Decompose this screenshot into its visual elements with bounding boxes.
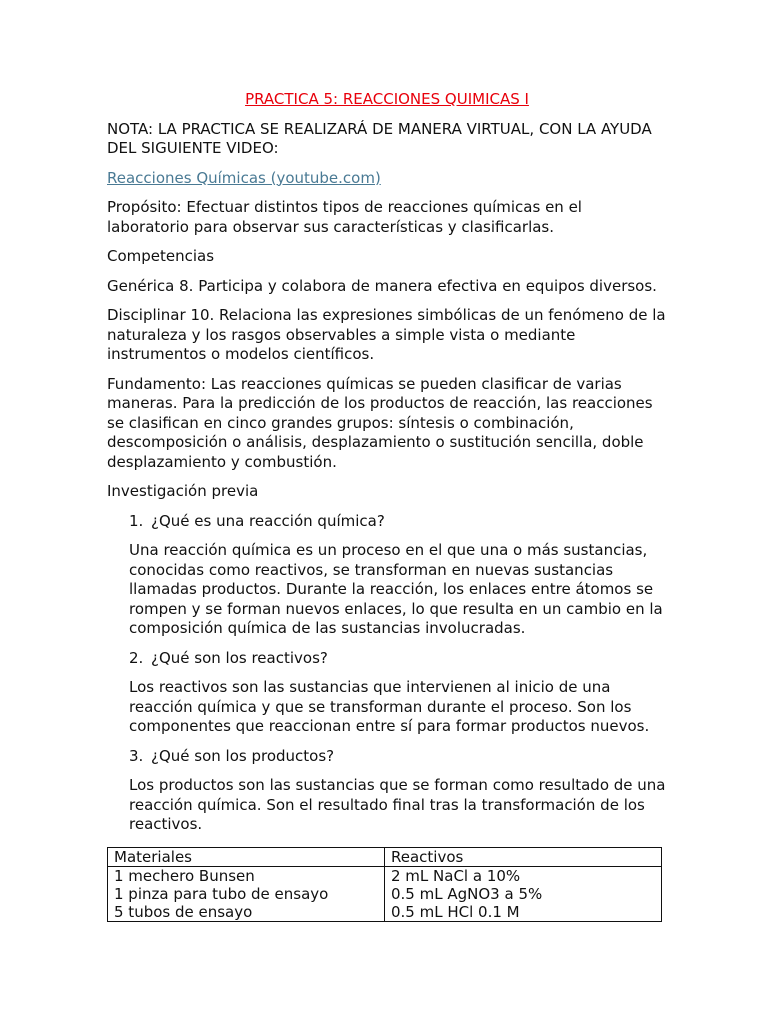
document-title: PRACTICA 5: REACCIONES QUIMICAS I (245, 90, 529, 108)
question-1 (129, 512, 667, 532)
proposito-paragraph: Propósito: Efectuar distintos tipos de reacciones químicas en el laboratorio para observar sus características y clasificarlas. (107, 198, 582, 236)
generica-paragraph: Genérica 8. Participa y colabora de manera efectiva en equipos diversos. (107, 276, 657, 295)
answer-1: Una reacción química es un proceso en el que una o más sustancias, conocidas como reactivos, se transforman en nuevas sustancias llamadas productos. Durante la reacción, los enlaces entre átomos se rompen y se forman nuevos enlaces, lo que resulta en un cambio en la composición química de las sustancias involucradas. (129, 541, 663, 637)
question-number: 3. (129, 746, 144, 765)
reactivo-item: 2 mL NaCl a 10% (391, 866, 521, 885)
reactivos-cell (385, 866, 662, 921)
materials-table (107, 847, 662, 922)
table-header-row (108, 847, 662, 866)
materiales-header: Materiales (108, 847, 385, 866)
material-item: 1 mechero Bunsen (114, 866, 255, 885)
question-number: 2. (129, 648, 144, 667)
question-number: 1. (129, 511, 144, 530)
material-item: 5 tubos de ensayo (114, 902, 253, 921)
table-row (108, 866, 662, 921)
fundamento-paragraph: Fundamento: Las reacciones químicas se pueden clasificar de varias maneras. Para la predicción de los productos de reacción, las reacciones se clasifican en cinco grandes grupos: síntesis o combinación, descomposición o análisis, desplazamiento o sustitución sencilla, doble desplazamiento y combustión. (107, 374, 653, 471)
investigacion-heading: Investigación previa (107, 482, 259, 500)
answer-2: Los reactivos son las sustancias que intervienen al inicio de una reacción química y que se transforman durante el proceso. Son los componentes que reaccionan entre sí para formar productos nuevos. (129, 678, 650, 735)
disciplinar-paragraph: Disciplinar 10. Relaciona las expresiones simbólicas de un fenómeno de la naturaleza y los rasgos observables a simple vista o mediante instrumentos o modelos científicos. (107, 306, 666, 363)
video-link[interactable]: Reacciones Químicas (youtube.com) (107, 168, 381, 187)
materiales-cell (108, 866, 385, 921)
reactivo-item: 0.5 mL HCl 0.1 M (391, 902, 520, 921)
reactivo-item: 0.5 mL AgNO3 a 5% (391, 884, 543, 903)
question-text: ¿Qué son los productos? (151, 746, 335, 765)
nota-paragraph: NOTA: LA PRACTICA SE REALIZARÁ DE MANERA VIRTUAL, CON LA AYUDA DEL SIGUIENTE VIDEO: (107, 119, 652, 157)
document-page (107, 90, 667, 922)
material-item: 1 pinza para tubo de ensayo (114, 884, 329, 903)
question-2 (129, 649, 667, 669)
question-text: ¿Qué es una reacción química? (151, 511, 385, 530)
competencias-heading: Competencias (107, 247, 215, 265)
reactivos-header: Reactivos (385, 847, 662, 866)
question-3 (129, 747, 667, 767)
answer-3: Los productos son las sustancias que se forman como resultado de una reacción química. Son el resultado final tras la transformación de los reactivos. (129, 776, 666, 833)
question-text: ¿Qué son los reactivos? (151, 648, 328, 667)
